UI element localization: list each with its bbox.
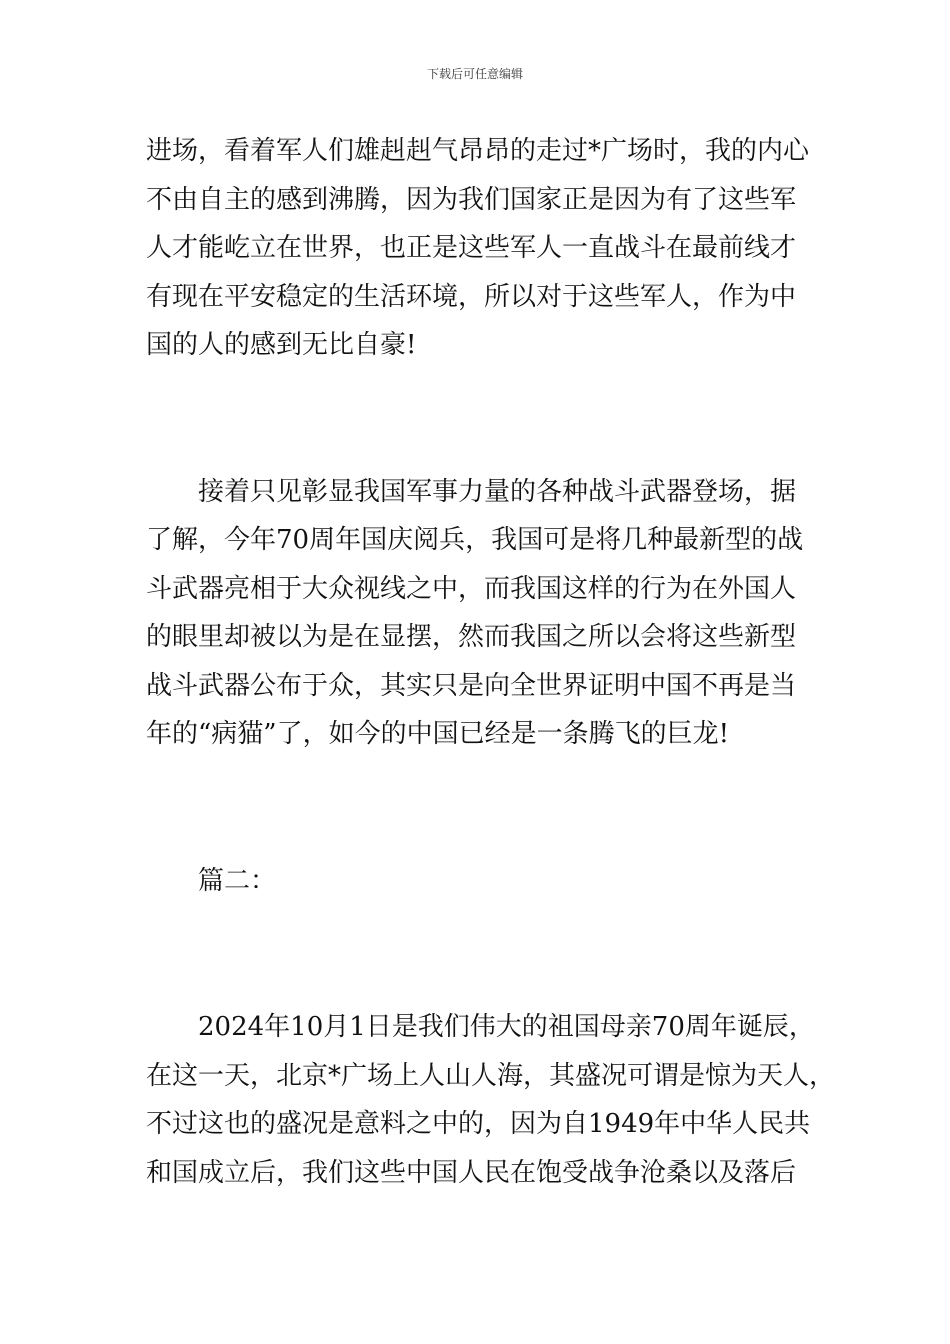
section-heading bbox=[146, 857, 811, 906]
document-body bbox=[146, 127, 836, 1197]
text-line: 斗武器亮相于大众视线之中，而我国这样的行为在外国人 bbox=[146, 573, 797, 604]
text-line: 人才能屹立在世界，也正是这些军人一直战斗在最前线才 bbox=[146, 233, 797, 263]
text-line: 不由自主的感到沸腾，因为我们国家正是因为有了这些军 bbox=[146, 184, 797, 215]
text-line: 在这一天，北京*广场上人山人海，其盛况可谓是惊为天人， bbox=[146, 1060, 836, 1091]
text-line: 篇二： bbox=[198, 865, 277, 896]
text-line: 有现在平安稳定的生活环境，所以对于这些军人，作为中 bbox=[146, 281, 797, 312]
paragraph-2 bbox=[146, 468, 811, 759]
text-line: 战斗武器公布于众，其实只是向全世界证明中国不再是当 bbox=[146, 670, 797, 701]
text-line: 进场，看着军人们雄赳赳气昂昂的走过*广场时，我的内心 bbox=[146, 136, 810, 166]
text-line: 和国成立后，我们这些中国人民在饱受战争沧桑以及落后 bbox=[146, 1157, 797, 1188]
paragraph-1 bbox=[146, 127, 811, 370]
text-line: 国的人的感到无比自豪! bbox=[146, 330, 417, 360]
text-line: 了解，今年70周年国庆阅兵，我国可是将几种最新型的战 bbox=[146, 525, 804, 555]
paragraph-spacer bbox=[146, 905, 811, 1003]
paragraph-spacer bbox=[146, 370, 811, 468]
text-line: 接着只见彰显我国军事力量的各种战斗武器登场，据 bbox=[198, 476, 797, 507]
text-line: 不过这也的盛况是意料之中的，因为自1949年中华人民共 bbox=[146, 1109, 811, 1139]
text-line: 的眼里却被以为是在显摆，然而我国之所以会将这些新型 bbox=[146, 622, 797, 652]
text-line: 年的“病猫”了，如今的中国已经是一条腾飞的巨龙! bbox=[146, 719, 730, 749]
text-line: 2024年10月1日是我们伟大的祖国母亲70周年诞辰， bbox=[198, 1012, 815, 1042]
paragraph-spacer bbox=[146, 759, 811, 857]
paragraph-3 bbox=[146, 1003, 836, 1197]
page-header: 下载后可任意编辑 bbox=[426, 67, 523, 81]
